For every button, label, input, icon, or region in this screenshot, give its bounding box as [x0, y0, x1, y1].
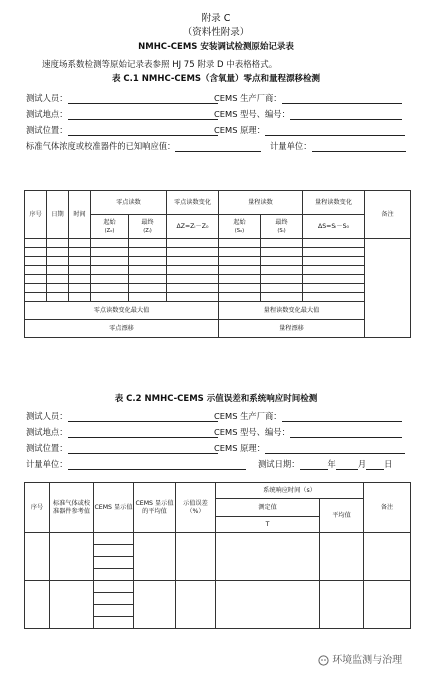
- watermark: [318, 651, 402, 666]
- t2-col-measured: 测定值: [216, 499, 320, 517]
- t2-field-unit: 计量单位：: [26, 458, 246, 470]
- t1-span-max: 量程读数变化最大值: [219, 302, 365, 320]
- t2-field-manufacturer: CEMS 生产厂商：: [214, 410, 402, 422]
- wechat-icon: [318, 655, 329, 666]
- t1-span-start: 起始 (S₀): [219, 215, 261, 239]
- t1-col-span-reading: 量程读数: [219, 191, 303, 215]
- t1-max-row: [25, 302, 411, 320]
- t2-col-t: T: [216, 517, 320, 533]
- t1-zero-start: 起始 (Z₀): [91, 215, 129, 239]
- t1-ds-formula: ΔS=Sᵢ－S₀: [303, 215, 365, 239]
- t1-col-span-change: 量程读数变化: [303, 191, 365, 215]
- t1-field-location: 测试地点：: [26, 108, 218, 120]
- t1-dz-formula: ΔZ=Zᵢ－Z₀: [167, 215, 219, 239]
- table-row: [25, 275, 411, 284]
- watermark-text: 环境监测与治理: [332, 655, 403, 666]
- unit-blank: [312, 142, 406, 152]
- table-row: [25, 293, 411, 302]
- t2-field-model: CEMS 型号、编号：: [214, 426, 402, 438]
- t1-span-drift: 量程漂移: [219, 320, 365, 338]
- t2-col-cems-display: CEMS 显示值: [94, 483, 134, 533]
- t2-col-seq: 序号: [25, 483, 50, 533]
- table-row: [25, 284, 411, 293]
- t1-col-remark: 备注: [365, 191, 411, 239]
- t2-field-principle: CEMS 原理：: [214, 442, 405, 454]
- t1-field-unit: 计量单位：: [270, 140, 406, 152]
- t2-field-tester: 测试人员：: [26, 410, 218, 422]
- t2-col-response-time: 系统响应时间（s）: [216, 483, 364, 499]
- appendix-label: 附录 C: [201, 13, 231, 24]
- table1-title: 表 C.1 NMHC-CEMS（含氧量）零点和量程漂移检测: [111, 74, 321, 84]
- t1-zero-drift: 零点漂移: [25, 320, 219, 338]
- t1-col-zero-reading: 零点读数: [91, 191, 167, 215]
- t2-field-location: 测试地点：: [26, 426, 218, 438]
- t1-col-date: 日期: [47, 191, 69, 239]
- t2-col-cems-avg: CEMS 显示值的平均值: [134, 483, 176, 533]
- t2-col-std-gas: 标准气体或校准器件参考值: [50, 483, 94, 533]
- t1-drift-row: [25, 320, 411, 338]
- t1-header-row-1: [25, 191, 411, 215]
- principle-blank: [265, 126, 405, 136]
- table-row: [25, 266, 411, 275]
- intro-text: 速度场系数检测等原始记录表参照 HJ 75 附录 D 中表格格式。: [42, 60, 278, 70]
- table-row: [25, 533, 411, 545]
- manufacturer-blank: [282, 94, 402, 104]
- record-title: NMHC-CEMS 安装调试检测原始记录表: [138, 42, 294, 52]
- indication-error-response-table: [24, 482, 411, 629]
- position-blank: [68, 126, 218, 136]
- model-blank: [290, 110, 402, 120]
- table2-title: 表 C.2 NMHC-CEMS 示值误差和系统响应时间检测: [114, 394, 318, 404]
- t1-field-tester: 测试人员：: [26, 92, 218, 104]
- t2-field-date: 测试日期： 年 月 日: [258, 459, 393, 469]
- t2-col-avg: 平均值: [320, 499, 364, 533]
- t2-col-error: 示值误差（%）: [176, 483, 216, 533]
- t1-field-principle: CEMS 原理：: [214, 124, 405, 136]
- zero-span-drift-table: [24, 190, 411, 338]
- t1-field-model: CEMS 型号、编号：: [214, 108, 402, 120]
- t1-col-time: 时间: [69, 191, 91, 239]
- t1-col-zero-change: 零点读数变化: [167, 191, 219, 215]
- t1-field-standard-gas: 标准气体浓度或校准器件的已知响应值：: [26, 140, 261, 152]
- appendix-note: （资料性附录）: [182, 27, 250, 38]
- t1-zero-max: 零点读数变化最大值: [25, 302, 219, 320]
- tester-blank: [68, 94, 218, 104]
- t1-field-position: 测试位置：: [26, 124, 218, 136]
- table-row: [25, 257, 411, 266]
- table-row: [25, 248, 411, 257]
- table-row: [25, 581, 411, 593]
- t1-field-manufacturer: CEMS 生产厂商：: [214, 92, 402, 104]
- t2-col-remark: 备注: [364, 483, 411, 533]
- location-blank: [68, 110, 218, 120]
- t1-span-end: 最终 (Sᵢ): [261, 215, 303, 239]
- t1-zero-end: 最终 (Zᵢ): [129, 215, 167, 239]
- t2-header-row-1: [25, 483, 411, 499]
- t2-field-position: 测试位置：: [26, 442, 218, 454]
- table-row: [25, 239, 411, 248]
- t1-col-seq: 序号: [25, 191, 47, 239]
- standard-gas-blank: [175, 142, 261, 152]
